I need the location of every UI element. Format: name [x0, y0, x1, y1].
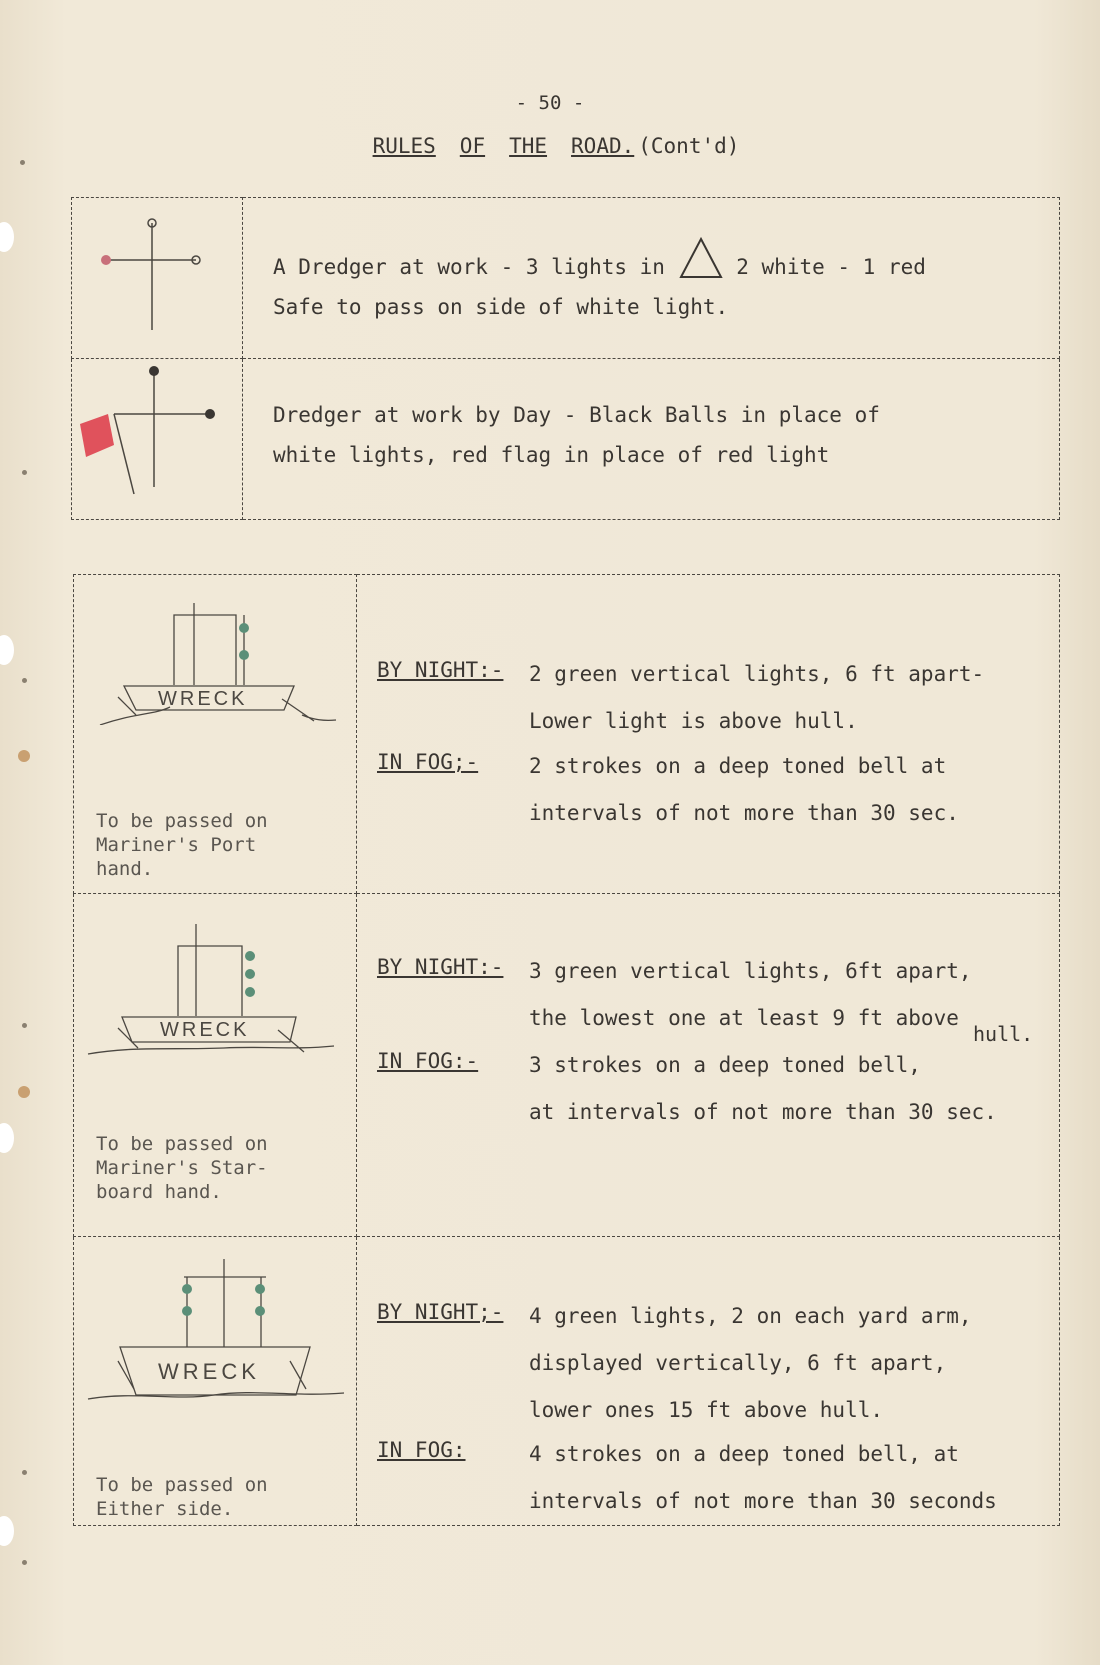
in-fog-line: at intervals of not more than 30 sec.	[529, 1100, 997, 1124]
wreck-either-side-row	[74, 1237, 1060, 1526]
punch-hole	[0, 222, 14, 252]
paper-speck	[22, 470, 27, 475]
rust-stain	[18, 750, 30, 762]
punch-hole	[0, 1123, 14, 1153]
by-night-line: Lower light is above hull.	[529, 709, 858, 733]
wreck-starboard-sketch	[74, 894, 356, 1064]
dredger-night-line-2: Safe to pass on side of white light.	[273, 295, 729, 319]
wreck-either-side-figure	[74, 1237, 357, 1526]
paper-speck	[22, 1470, 27, 1475]
heading-word: OF	[459, 134, 486, 158]
paper-speck	[22, 678, 27, 683]
punch-hole	[0, 635, 14, 665]
dredger-day-line-2: white lights, red flag in place of red light	[273, 443, 830, 467]
dredger-day-figure	[72, 359, 243, 520]
heading-word: RULES	[372, 134, 436, 158]
in-fog-line: 3 strokes on a deep toned bell,	[529, 1053, 921, 1077]
pass-note: To be passed on Mariner's Star- board hand.	[96, 1133, 268, 1203]
wreck-port-row	[74, 575, 1060, 894]
red-flag-icon	[80, 414, 114, 457]
paper-speck	[22, 1023, 27, 1028]
green-light-icon	[255, 1284, 265, 1294]
green-light-icon	[239, 623, 249, 633]
wreck-sketch-label: WRECK	[160, 1019, 250, 1041]
by-night-line: displayed vertically, 6 ft apart,	[529, 1351, 947, 1375]
wreck-either-side-description	[357, 1237, 1060, 1526]
green-light-icon	[255, 1306, 265, 1316]
by-night-line: 4 green lights, 2 on each yard arm,	[529, 1304, 972, 1328]
green-light-icon	[245, 951, 255, 961]
wreck-either-side-sketch	[74, 1237, 356, 1417]
dredger-lights-sketch	[72, 198, 242, 358]
wreck-sketch-label: WRECK	[158, 1359, 260, 1384]
wreck-port-sketch	[74, 575, 356, 725]
dredger-day-line-1: Dredger at work by Day - Black Balls in place of	[273, 403, 880, 427]
wreck-starboard-description	[357, 894, 1060, 1237]
red-light-icon	[101, 255, 111, 265]
triangle-icon	[678, 236, 724, 280]
in-fog-line: 4 strokes on a deep toned bell, at	[529, 1442, 959, 1466]
punch-hole	[0, 1516, 14, 1546]
wreck-sketch-label: WRECK	[158, 688, 248, 710]
green-light-icon	[182, 1284, 192, 1294]
rust-stain	[18, 1086, 30, 1098]
paper-speck	[22, 1560, 27, 1565]
green-light-icon	[182, 1306, 192, 1316]
wreck-starboard-row	[74, 894, 1060, 1237]
in-fog-label: IN FOG;-	[377, 750, 479, 774]
in-fog-line: intervals of not more than 30 sec.	[529, 801, 959, 825]
dredger-table	[71, 197, 1060, 520]
black-ball-icon	[149, 366, 159, 376]
wreck-port-figure	[74, 575, 357, 894]
page-heading	[0, 134, 1100, 158]
heading-word: ROAD.	[571, 134, 635, 158]
by-night-line: 3 green vertical lights, 6ft apart,	[529, 959, 972, 983]
in-fog-label: IN FOG:-	[377, 1049, 479, 1073]
paper-speck	[20, 160, 25, 165]
dredger-day-description	[243, 359, 1060, 520]
wreck-port-description	[357, 575, 1060, 894]
pass-note: To be passed on Mariner's Port hand.	[96, 810, 268, 880]
in-fog-line: 2 strokes on a deep toned bell at	[529, 754, 947, 778]
page-number: - 50 -	[515, 92, 585, 114]
by-night-label: BY NIGHT;-	[377, 1300, 504, 1324]
dredger-night-description	[243, 198, 1060, 359]
in-fog-label: IN FOG:	[377, 1438, 466, 1462]
by-night-label: BY NIGHT:-	[377, 658, 504, 682]
heading-continued: (Cont'd)	[638, 134, 740, 158]
by-night-line: 2 green vertical lights, 6 ft apart-	[529, 662, 985, 686]
by-night-line: the lowest one at least 9 ft above	[529, 1006, 959, 1030]
heading-word: THE	[509, 134, 548, 158]
dredger-night-row	[72, 198, 1060, 359]
black-ball-icon	[205, 409, 215, 419]
by-night-line: lower ones 15 ft above hull.	[529, 1398, 884, 1422]
dredger-day-sketch	[72, 359, 242, 519]
green-light-icon	[245, 969, 255, 979]
wreck-table	[73, 574, 1060, 1526]
green-light-icon	[245, 987, 255, 997]
in-fog-line: intervals of not more than 30 seconds	[529, 1489, 997, 1513]
dredger-day-row	[72, 359, 1060, 520]
dredger-night-figure	[72, 198, 243, 359]
dredger-night-line-1: A Dredger at work - 3 lights in 2 white - 1 red	[273, 236, 1059, 287]
by-night-overflow: hull.	[973, 1022, 1034, 1046]
pass-note: To be passed on Either side.	[96, 1474, 268, 1520]
green-light-icon	[239, 650, 249, 660]
wreck-starboard-figure	[74, 894, 357, 1237]
by-night-label: BY NIGHT:-	[377, 955, 504, 979]
